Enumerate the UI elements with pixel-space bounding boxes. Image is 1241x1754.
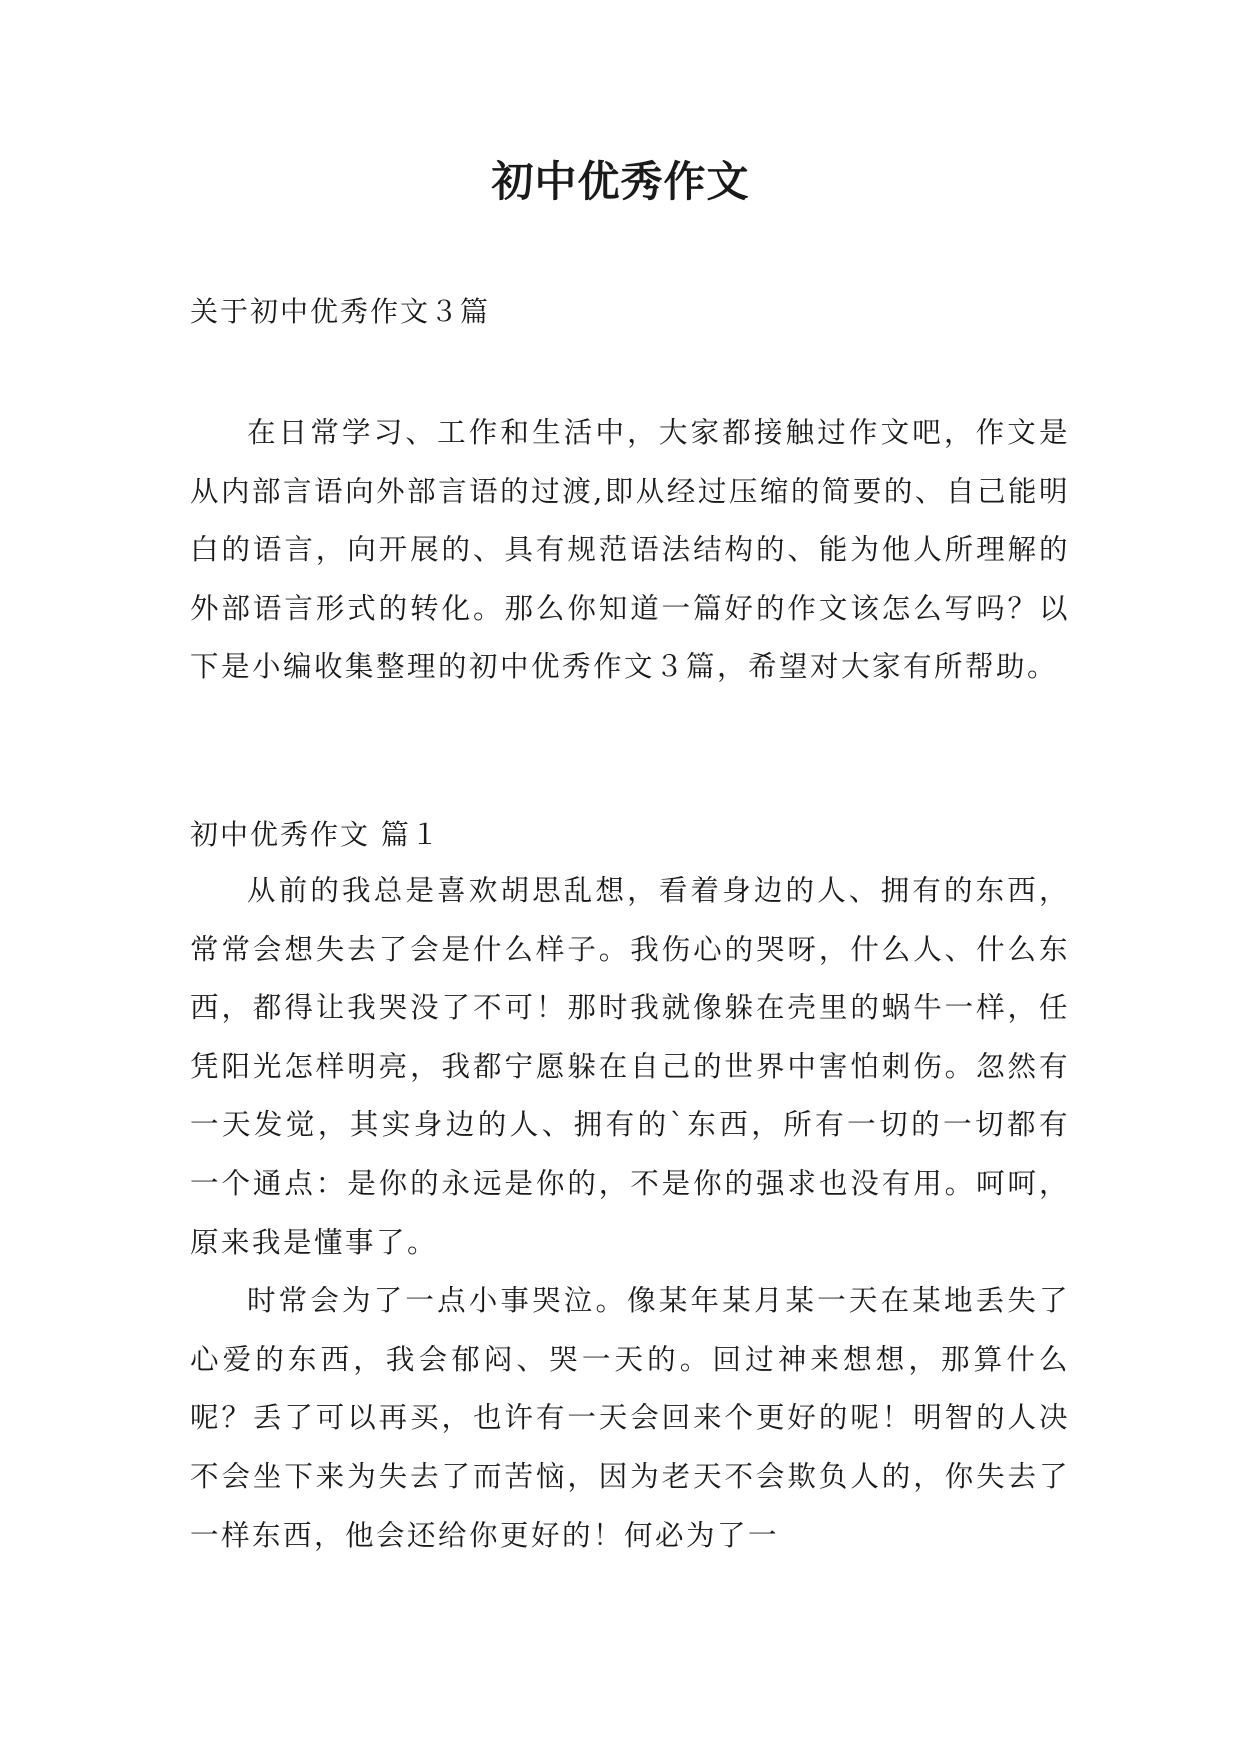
- essay-paragraph-2: 时常会为了一点小事哭泣。像某年某月某一天在某地丢失了心爱的东西，我会郁闷、哭一天的。回过神来想想，那算什么呢？丢了可以再买，也许有一天会回来个更好的呢！明智的人决不会坐下来为失去了而苦恼，因为老天不会欺负人的，你失去了一样东西，他会还给你更好的！何必为了一: [190, 1284, 1070, 1552]
- essay-paragraph-1: 从前的我总是喜欢胡思乱想，看着身边的人、拥有的东西，常常会想失去了会是什么样子。我伤心的哭呀，什么人、什么东西，都得让我哭没了不可！那时我就像躲在壳里的蜗牛一样，任凭阳光怎样明亮，我都宁愿躲在自己的世界中害怕刺伤。忽然有一天发觉，其实身边的人、拥有的`东西，所有一切的一切都有一个通点：是你的永远是你的，不是你的强求也没有用。呵呵，原来我是懂事了。: [190, 874, 1070, 1259]
- document-subtitle: 关于初中优秀作文３篇: [190, 295, 491, 328]
- intro-paragraph: 在日常学习、工作和生活中，大家都接触过作文吧，作文是从内部言语向外部言语的过渡,即从经过压缩的简要的、自己能明白的语言，向开展的、具有规范语法结构的、能为他人所理解的外部语言形式的转化。那么你知道一篇好的作文该怎么写吗？以下是小编收集整理的初中优秀作文３篇，希望对大家有所帮助。: [190, 416, 1070, 684]
- intro-block: [190, 404, 1070, 697]
- essay-body: [190, 862, 1070, 1565]
- section-heading: 初中优秀作文 篇１: [190, 818, 441, 851]
- document-title: 初中优秀作文: [491, 157, 750, 206]
